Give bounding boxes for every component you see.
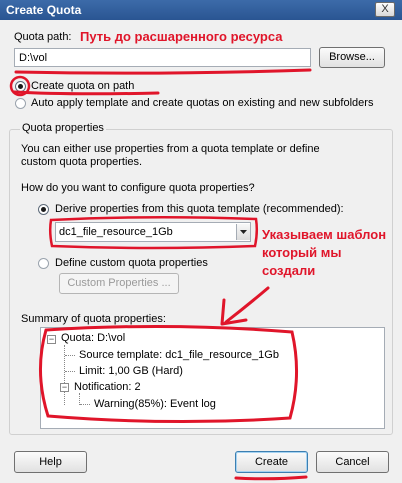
tree-limit[interactable]: Limit: 1,00 GB (Hard) [79,365,183,377]
browse-button[interactable]: Browse... [319,47,385,68]
annotation-path-underline [16,70,310,73]
quota-path-label: Quota path: [14,31,72,43]
summary-label: Summary of quota properties: [21,313,166,325]
tree-notification[interactable]: Notification: 2 [74,381,141,393]
define-custom-label: Define custom quota properties [55,257,208,269]
tree-branch [65,371,75,372]
template-selected-value: dc1_file_resource_1Gb [59,226,173,238]
quota-path-input[interactable] [14,48,311,67]
annotation-template-note-3: создали [262,263,316,278]
help-button[interactable]: Help [14,451,87,473]
configure-question: How do you want to configure quota properties? [21,182,255,194]
tree-line [64,345,65,405]
tree-warning[interactable]: Warning(85%): Event log [94,398,216,410]
tree-branch [80,404,90,405]
quota-path-value: D:\vol [19,52,48,64]
summary-tree[interactable] [40,327,385,429]
annotation-template-note-1: Указываем шаблон [262,227,387,242]
annotation-create-path-underline [14,92,158,94]
derive-template-radio[interactable] [38,204,49,215]
derive-template-label: Derive properties from this quota template (recommended): [55,203,344,215]
tree-branch [65,355,75,356]
collapse-notification-icon[interactable]: − [61,382,68,392]
annotation-path-note: Путь до расшаренного ресурса [80,29,283,44]
create-on-path-radio[interactable] [15,81,26,92]
define-custom-radio[interactable] [38,258,49,269]
create-button[interactable]: Create [235,451,308,473]
auto-apply-radio[interactable] [15,98,26,109]
chevron-down-icon [237,224,250,240]
create-on-path-label: Create quota on path [31,80,135,92]
tree-source-template[interactable]: Source template: dc1_file_resource_1Gb [79,349,279,361]
close-button[interactable]: X [375,2,395,17]
custom-properties-button[interactable]: Custom Properties ... [59,273,179,294]
template-select-dropdown-button[interactable] [236,224,250,240]
auto-apply-label: Auto apply template and create quotas on existing and new subfolders [31,97,374,109]
annotation-template-note-2: который мы [262,245,342,260]
collapse-quota-icon[interactable]: − [48,334,55,344]
window-title: Create Quota [6,3,82,17]
cancel-button[interactable]: Cancel [316,451,389,473]
tree-root-quota[interactable]: Quota: D:\vol [61,332,126,344]
template-select[interactable] [55,222,251,242]
quota-properties-group-title: Quota properties [22,122,104,134]
annotation-create-underline [236,477,306,479]
quota-properties-description: You can either use properties from a quota template or define custom quota properties. [21,143,320,168]
